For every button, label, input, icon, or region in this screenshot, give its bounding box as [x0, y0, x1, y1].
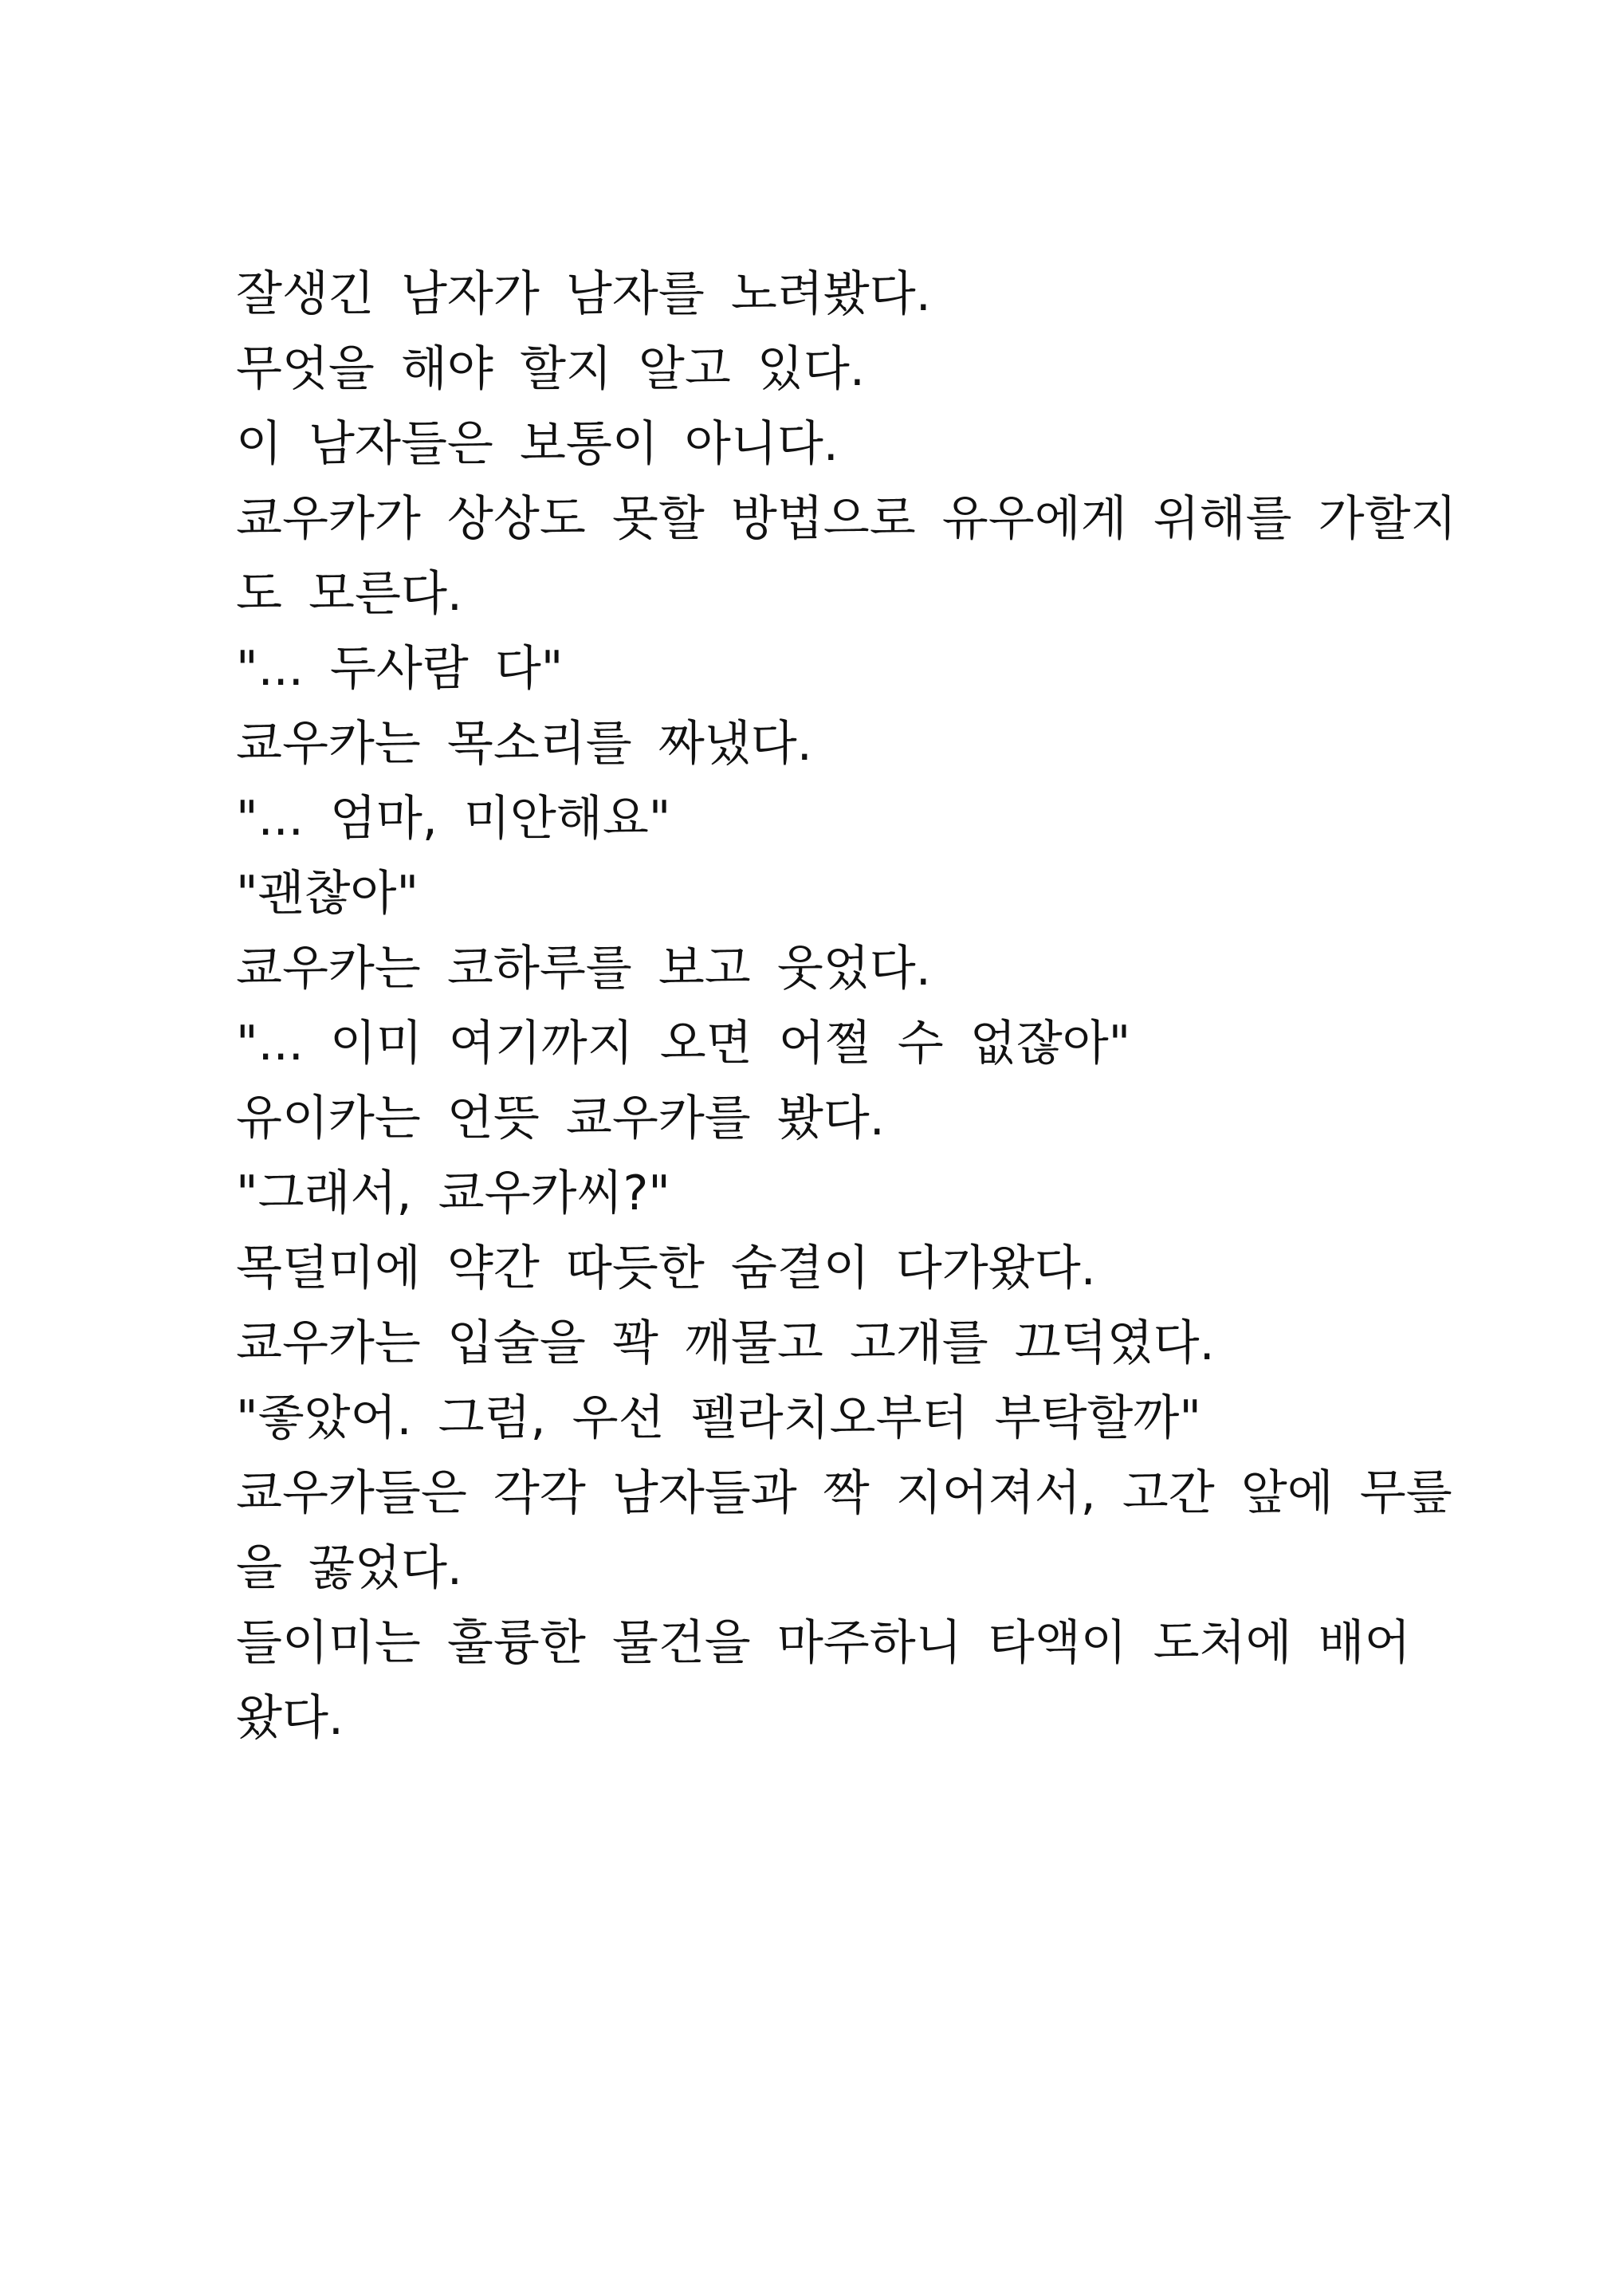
text-line: "괜찮아": [236, 866, 419, 922]
text-line: 쿄우카는 목소리를 짜냈다.: [236, 716, 812, 772]
text-line: 쿄우카가 상상도 못할 방법으로 유우에게 위해를 가할지: [236, 491, 1457, 547]
text-line: 쿄우카는 입술을 꽉 깨물고 고개를 끄덕였다.: [236, 1315, 1215, 1371]
text-line: 이 남자들은 보통이 아니다.: [236, 416, 839, 472]
text-line: 도 모른다.: [236, 566, 462, 622]
text-line: 잘생긴 남자가 남자를 노려봤다.: [236, 266, 931, 322]
text-line: 유이카는 언뜻 쿄우카를 봤다.: [236, 1091, 885, 1146]
text-line: 무엇을 해야 할지 알고 있다.: [236, 341, 865, 397]
text-line: "... 이미 여기까지 오면 어쩔 수 없잖아": [236, 1016, 1131, 1071]
text-line: "그래서, 쿄우카씨?": [236, 1166, 670, 1221]
text-line: "좋았어. 그럼, 우선 펠라치오부터 부탁할까": [236, 1390, 1201, 1446]
text-line: 쿄우카들은 각각 남자들과 짝 지어져서, 고간 앞에 무릎: [236, 1465, 1452, 1521]
text-line: "... 두사람 다": [236, 641, 564, 697]
text-line: 왔다.: [236, 1690, 344, 1746]
text-line: "... 엄마, 미안해요": [236, 791, 671, 847]
text-line: 쿄우카는 코하루를 보고 웃었다.: [236, 941, 931, 997]
text-line: 을 꿇었다.: [236, 1540, 462, 1596]
text-line: 목덜미에 약간 따듯한 숨결이 다가왔다.: [236, 1240, 1096, 1296]
text-line: 들이미는 훌륭한 물건을 마주하니 타액이 도처에 배어: [236, 1615, 1411, 1671]
body-text: [236, 257, 1457, 1755]
